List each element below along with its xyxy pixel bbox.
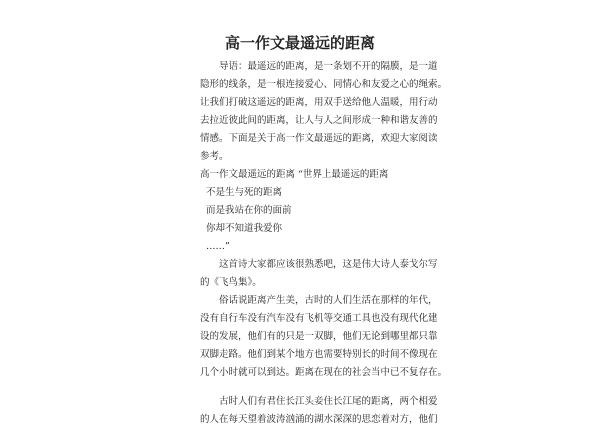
- paragraph-line: 参考。: [200, 151, 229, 162]
- paragraph-line: 几个小时就可以到达。距离在现在的社会当中已不复存在。: [200, 367, 448, 378]
- paragraph-line: 的《飞鸟集》。: [200, 277, 262, 288]
- paragraph-line: 去拉近彼此间的距离，让人与人之间形成一种和谐友善的: [200, 115, 438, 126]
- paragraph-gap: [200, 382, 400, 393]
- paragraph-line: 双脚走路。他们到某个地方也需要特别长的时间不像现在: [200, 349, 438, 360]
- poem-line: 你却不知道我爱你: [206, 223, 283, 234]
- paragraph-line: 情感。下面是关于高一作文最遥远的距离，欢迎大家阅读: [200, 133, 438, 144]
- subheading-line: 高一作文最遥远的距离 “世界上最遥远的距离: [200, 169, 389, 180]
- document-body: [200, 58, 448, 429]
- paragraph-line: 没有自行车没有汽车没有飞机等交通工具也没有现代化建: [200, 313, 438, 324]
- paragraph-line: 古时人们有君住长江头妾住长江尾的距离，两个相爱: [219, 396, 438, 407]
- paragraph-line: 设的发展，他们有的只是一双脚，他们无论到哪里都只靠: [200, 331, 438, 342]
- document-title: 高一作文最遥远的距离: [224, 34, 375, 52]
- paragraph-line: 这首诗大家都应该很熟悉吧，这是伟大诗人泰戈尔写: [219, 259, 438, 270]
- poem-line: 而是我站在你的面前: [206, 205, 292, 216]
- paragraph-line: 的人在每天望着波涛汹涌的湖水深深的思恋着对方，他们: [200, 414, 438, 425]
- poem-line: 不是生与死的距离: [206, 187, 283, 198]
- poem-line: ……”: [206, 241, 230, 252]
- paragraph-line: 隐形的线条，是一根连接爱心、同情心和友爱之心的绳索。: [200, 79, 448, 90]
- paragraph-line: 让我们打破这遥远的距离，用双手送给他人温暖，用行动: [200, 97, 438, 108]
- paragraph-line: 导语：最遥远的距离，是一条划不开的隔膜，是一道: [219, 61, 438, 72]
- paragraph-line: 俗话说距离产生美，古时的人们生活在那样的年代，: [219, 295, 438, 306]
